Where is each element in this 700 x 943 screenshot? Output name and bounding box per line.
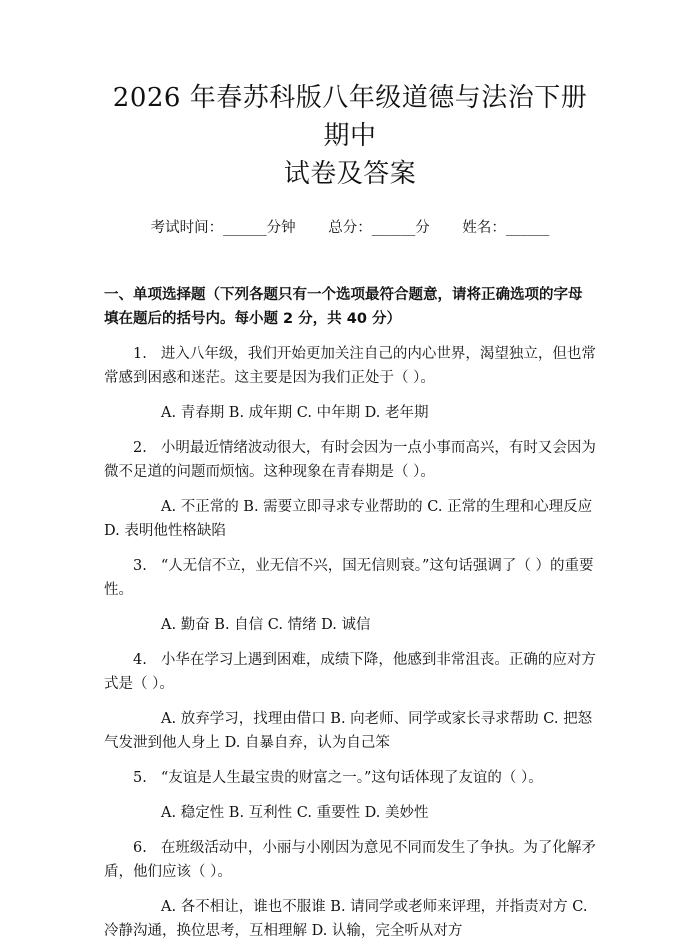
question-text: 进入八年级，我们开始更加关注自己的内心世界，渴望独立，但也常常感到困惑和迷茫。这主要是因为我们正处于（ ）。: [104, 346, 596, 386]
question-text: 小明最近情绪波动很大，有时会因为一点小事而高兴，有时又会因为微不足道的问题而烦恼。这种现象在青春期是（ ）。: [104, 440, 596, 480]
question-5: [104, 766, 596, 825]
question-number: 5.: [133, 770, 147, 786]
question-options: A. 不正常的 B. 需要立即寻求专业帮助的 C. 正常的生理和心理反应 D. 表明他性格缺陷: [104, 499, 593, 539]
question-options: A. 青春期 B. 成年期 C. 中年期 D. 老年期: [161, 405, 429, 421]
question-stem: [104, 648, 596, 696]
question-stem: [104, 836, 596, 884]
question-3: [104, 554, 596, 637]
question-text: “人无信不立，业无信不兴，国无信则衰。”这句话强调了（ ）的重要性。: [104, 558, 594, 598]
question-options: A. 稳定性 B. 互利性 C. 重要性 D. 美妙性: [161, 805, 429, 821]
exam-title: [104, 0, 596, 193]
question-stem: [104, 766, 596, 790]
question-stem: [104, 342, 596, 390]
question-number: 6.: [133, 840, 147, 856]
question-stem: [104, 436, 596, 484]
question-stem: [104, 554, 596, 602]
section-heading: 一、单项选择题（下列各题只有一个选项最符合题意，请将正确选项的字母填在题后的括号内。每小题 2 分，共 40 分）: [104, 287, 583, 327]
question-options: A. 各不相让，谁也不服谁 B. 请同学或老师来评理，并指责对方 C. 冷静沟通，换位思考，互相理解 D. 认输，完全听从对方: [104, 899, 588, 939]
exam-title-line1: 2026 年春苏科版八年级道德与法治下册期中: [112, 83, 588, 151]
question-options: A. 勤奋 B. 自信 C. 情绪 D. 诚信: [161, 617, 371, 633]
question-number: 4.: [133, 652, 147, 668]
exam-info-line: [104, 217, 596, 239]
question-number: 2.: [133, 440, 147, 456]
question-number: 3.: [133, 558, 147, 574]
total-score-field: 总分：______分: [328, 220, 430, 236]
question-text: 小华在学习上遇到困难，成绩下降，他感到非常沮丧。正确的应对方式是（ ）。: [104, 652, 596, 692]
question-text: “友谊是人生最宝贵的财富之一。”这句话体现了友谊的（ ）。: [160, 770, 543, 786]
question-options: A. 放弃学习，找理由借口 B. 向老师、同学或家长寻求帮助 C. 把怒气发泄到他人身上 D. 自暴自弃，认为自己笨: [104, 711, 593, 751]
student-name-field: 姓名：______: [462, 220, 550, 236]
question-number: 1.: [133, 346, 147, 362]
question-6: [104, 836, 596, 943]
exam-title-line2: 试卷及答案: [283, 159, 417, 189]
question-4: [104, 648, 596, 755]
exam-time-field: 考试时间：______分钟: [150, 220, 296, 236]
question-1: [104, 342, 596, 425]
question-text: 在班级活动中，小丽与小刚因为意见不同而发生了争执。为了化解矛盾，他们应该（ ）。: [104, 840, 596, 880]
question-2: [104, 436, 596, 543]
